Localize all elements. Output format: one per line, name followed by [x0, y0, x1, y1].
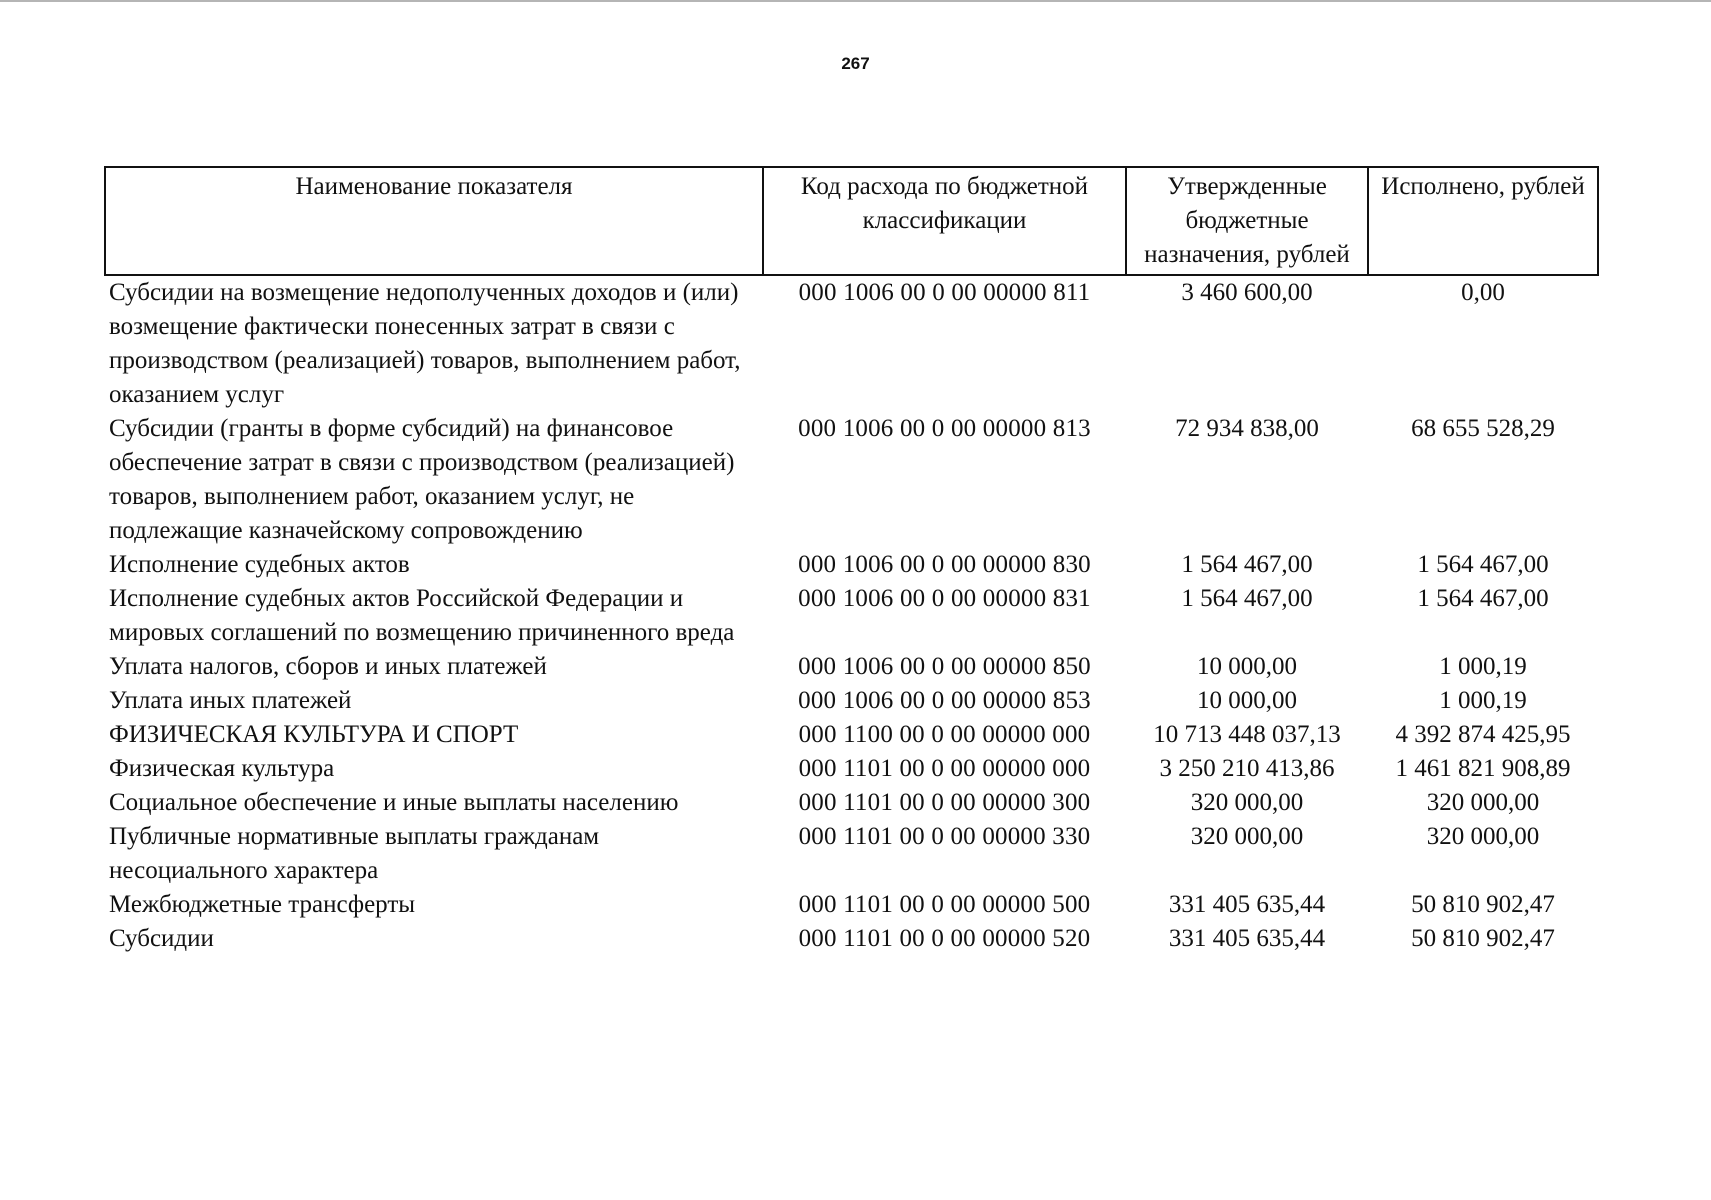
- row-name: Публичные нормативные выплаты гражданам несоциального характера: [109, 823, 600, 884]
- row-executed: 1 461 821 908,89: [1395, 755, 1571, 782]
- row-code: 000 1101 00 0 00 00000 500: [798, 891, 1091, 918]
- table-row: [105, 582, 1598, 650]
- row-name: Исполнение судебных актов Российской Федерации и мировых соглашений по возмещению причиненного вреда: [109, 585, 735, 646]
- row-code: 000 1006 00 0 00 00000 853: [798, 687, 1091, 714]
- page-number: 267: [841, 54, 870, 73]
- row-code: 000 1101 00 0 00 00000 300: [798, 789, 1091, 816]
- row-executed: 68 655 528,29: [1411, 415, 1555, 442]
- row-code: 000 1006 00 0 00 00000 830: [798, 551, 1091, 578]
- row-name: Социальное обеспечение и иные выплаты населению: [109, 789, 679, 816]
- row-name: Субсидии: [109, 925, 214, 952]
- row-code: 000 1006 00 0 00 00000 813: [798, 415, 1091, 442]
- row-approved: 320 000,00: [1190, 789, 1304, 816]
- row-approved: 3 460 600,00: [1181, 279, 1313, 306]
- row-code: 000 1101 00 0 00 00000 000: [798, 755, 1091, 782]
- table-row: [105, 275, 1598, 412]
- row-executed: 0,00: [1461, 279, 1505, 306]
- row-code: 000 1101 00 0 00 00000 330: [798, 823, 1091, 850]
- table-row: [105, 752, 1598, 786]
- row-approved: 320 000,00: [1190, 823, 1304, 850]
- row-code: 000 1006 00 0 00 00000 831: [798, 585, 1091, 612]
- table-row: [105, 718, 1598, 752]
- row-name: Физическая культура: [109, 755, 335, 782]
- row-executed: 4 392 874 425,95: [1395, 721, 1571, 748]
- table-row: [105, 820, 1598, 888]
- row-executed: 50 810 902,47: [1411, 925, 1555, 952]
- row-name: Межбюджетные трансферты: [109, 891, 416, 918]
- row-code: 000 1100 00 0 00 00000 000: [798, 721, 1091, 748]
- row-code: 000 1101 00 0 00 00000 520: [798, 925, 1091, 952]
- row-executed: 50 810 902,47: [1411, 891, 1555, 918]
- row-executed: 320 000,00: [1426, 823, 1540, 850]
- table-header: [105, 167, 1598, 275]
- row-executed: 320 000,00: [1426, 789, 1540, 816]
- row-name: Уплата налогов, сборов и иных платежей: [109, 653, 547, 680]
- header-row: [105, 167, 1598, 275]
- row-approved: 72 934 838,00: [1175, 415, 1319, 442]
- row-name: Субсидии (гранты в форме субсидий) на финансовое обеспечение затрат в связи с производством (реализацией) товаров, выполнением работ, оказанием услуг, не подлежащие казначейскому сопровождению: [109, 415, 735, 544]
- row-name: Уплата иных платежей: [109, 687, 352, 714]
- row-code: 000 1006 00 0 00 00000 850: [798, 653, 1091, 680]
- row-name: Субсидии на возмещение недополученных доходов и (или) возмещение фактически понесенных затрат в связи с производством (реализацией) товаров, выполнением работ, оказанием услуг: [109, 279, 741, 408]
- row-name: Исполнение судебных актов: [109, 551, 410, 578]
- table-row: [105, 650, 1598, 684]
- row-approved: 10 000,00: [1197, 687, 1297, 714]
- header-indicator-name: Наименование показателя: [105, 167, 763, 275]
- row-approved: 331 405 635,44: [1168, 925, 1326, 952]
- row-name: ФИЗИЧЕСКАЯ КУЛЬТУРА И СПОРТ: [109, 721, 519, 748]
- table-row: [105, 684, 1598, 718]
- budget-execution-table: [104, 166, 1599, 956]
- row-executed: 1 564 467,00: [1417, 551, 1549, 578]
- table-row: [105, 888, 1598, 922]
- table-row: [105, 922, 1598, 956]
- row-approved: 10 713 448 037,13: [1153, 721, 1341, 748]
- table-row: [105, 786, 1598, 820]
- row-executed: 1 564 467,00: [1417, 585, 1549, 612]
- row-approved: 3 250 210 413,86: [1159, 755, 1335, 782]
- table-body: [105, 275, 1598, 956]
- row-approved: 1 564 467,00: [1181, 585, 1313, 612]
- header-expense-code: Код расхода по бюджетной классификации: [763, 167, 1126, 275]
- header-approved-amount: Утвержденные бюджетные назначения, рублей: [1126, 167, 1368, 275]
- header-executed-amount: Исполнено, рублей: [1368, 167, 1598, 275]
- row-executed: 1 000,19: [1439, 687, 1527, 714]
- table-row: [105, 412, 1598, 548]
- row-approved: 10 000,00: [1197, 653, 1297, 680]
- table-row: [105, 548, 1598, 582]
- row-code: 000 1006 00 0 00 00000 811: [798, 279, 1091, 306]
- row-approved: 331 405 635,44: [1168, 891, 1326, 918]
- row-approved: 1 564 467,00: [1181, 551, 1313, 578]
- top-edge-rule: [0, 0, 1711, 2]
- row-executed: 1 000,19: [1439, 653, 1527, 680]
